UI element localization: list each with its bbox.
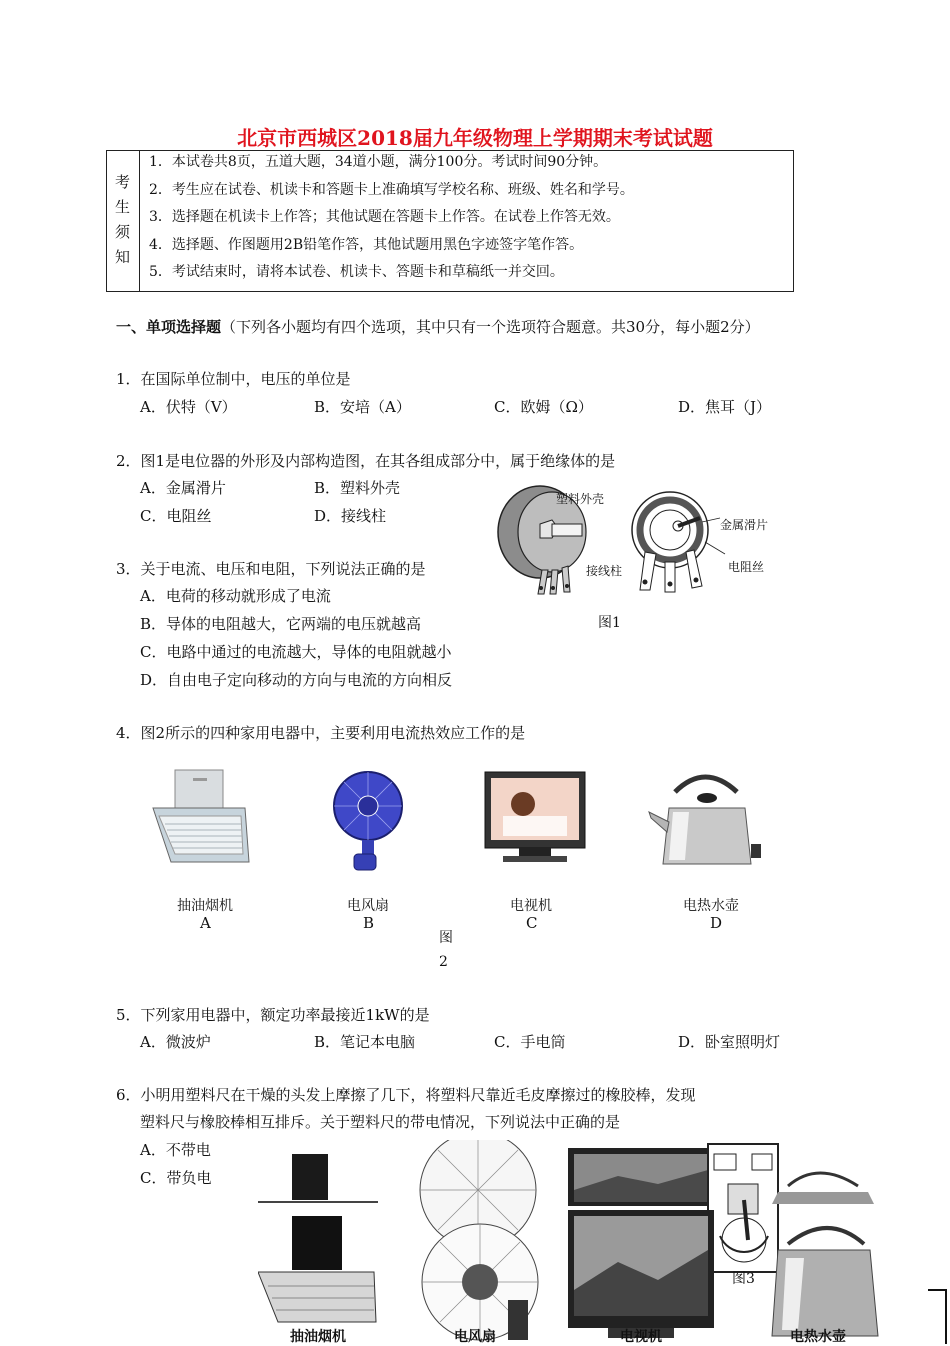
q5-option-c: C．手电筒: [494, 1033, 566, 1051]
fig1-label-terminal: 接线柱: [586, 564, 623, 578]
fig1-label-slider: 金属滑片: [720, 518, 769, 532]
bottom-label-tv: 电视机: [620, 1329, 662, 1345]
q2-option-a: A．金属滑片: [140, 479, 226, 497]
q3-option-c: C．电路中通过的电流越大，导体的电阻就越小: [140, 643, 452, 661]
q4-item-letter-a: A: [200, 914, 211, 932]
figure-1-potentiometer: [490, 482, 780, 602]
notice-line: 4．选择题、作图题用2B铅笔作答，其他试题用黑色字迹签字笔作答。: [149, 237, 584, 253]
bottom-label-kettle: 电热水壶: [790, 1329, 846, 1345]
notice-box: [106, 150, 794, 292]
television-image: [483, 770, 587, 866]
q6-option-a: A．不带电: [140, 1141, 211, 1159]
fig3-caption: 图3: [732, 1271, 755, 1287]
fig2-caption-bottom: 2: [439, 954, 448, 970]
question-1-stem: 1．在国际单位制中，电压的单位是: [116, 370, 351, 388]
bottom-label-range-hood: 抽油烟机: [290, 1329, 346, 1345]
q4-item-letter-b: B: [363, 914, 375, 932]
notice-line: 2．考生应在试卷、机读卡和答题卡上准确填写学校名称、班级、姓名和学号。: [149, 182, 634, 198]
question-4-stem: 4．图2所示的四种家用电器中，主要利用电流热效应工作的是: [116, 724, 526, 742]
q4-item-name-d: 电热水壶: [683, 898, 739, 914]
q1-option-c: C．欧姆（Ω）: [494, 398, 593, 416]
notice-side-char: 考: [115, 173, 131, 191]
question-2-stem: 2．图1是电位器的外形及内部构造图，在其各组成部分中，属于绝缘体的是: [116, 452, 616, 470]
q4-item-name-b: 电风扇: [347, 898, 389, 914]
q4-item-name-a: 抽油烟机: [177, 898, 233, 914]
question-6-stem-line1: 6．小明用塑料尺在干燥的头发上摩擦了几下，将塑料尺靠近毛皮摩擦过的橡胶棒，发现: [116, 1086, 696, 1104]
page-title: 北京市西城区2018届九年级物理上学期期末考试试题: [237, 126, 713, 150]
q4-item-letter-c: C: [526, 914, 538, 932]
fig1-label-wire: 电阻丝: [728, 560, 765, 574]
electric-fan-image: [328, 768, 408, 874]
q2-option-d: D．接线柱: [314, 507, 387, 525]
notice-side-char: 须: [115, 223, 131, 241]
q4-item-name-c: 电视机: [510, 898, 552, 914]
q2-option-c: C．电阻丝: [140, 507, 212, 525]
notice-line: 5．考试结束时，请将本试卷、机读卡、答题卡和草稿纸一并交回。: [149, 264, 564, 280]
notice-line: 3．选择题在机读卡上作答；其他试题在答题卡上作答。在试卷上作答无效。: [149, 209, 620, 225]
q6-option-c: C．带负电: [140, 1169, 212, 1187]
q3-option-a: A．电荷的移动就形成了电流: [140, 587, 331, 605]
q1-option-b: B．安培（A）: [314, 398, 411, 416]
q1-option-d: D．焦耳（J）: [678, 398, 772, 416]
section-note: （下列各小题均有四个选项，其中只有一个选项符合题意。共30分，每小题2分）: [221, 318, 760, 336]
notice-side-char: 生: [115, 198, 131, 216]
section-heading: [116, 316, 760, 337]
bottom-appliance-strip: [258, 1140, 950, 1344]
range-hood-image: [145, 768, 255, 874]
q1-option-a: A．伏特（V）: [140, 398, 237, 416]
notice-line: 1．本试卷共8页，五道大题，34道小题，满分100分。考试时间90分钟。: [149, 154, 608, 170]
fig1-label-casing: 塑料外壳: [556, 492, 605, 506]
question-3-stem: 3．关于电流、电压和电阻，下列说法正确的是: [116, 560, 426, 578]
q5-option-a: A．微波炉: [140, 1033, 211, 1051]
fig1-caption: 图1: [598, 615, 621, 631]
notice-side-char: 知: [115, 248, 131, 266]
notice-side-label: [107, 151, 140, 291]
q4-item-letter-d: D: [710, 914, 723, 932]
q3-option-d: D．自由电子定向移动的方向与电流的方向相反: [140, 671, 453, 689]
fig2-caption-top: 图: [439, 930, 453, 946]
section-title: 一、单项选择题: [116, 318, 222, 336]
electric-kettle-image: [645, 768, 767, 872]
question-5-stem: 5．下列家用电器中，额定功率最接近1kW的是: [116, 1006, 430, 1024]
question-6-stem-line2: 塑料尺与橡胶棒相互排斥。关于塑料尺的带电情况，下列说法中正确的是: [140, 1113, 621, 1131]
q3-option-b: B．导体的电阻越大，它两端的电压就越高: [140, 615, 422, 633]
q5-option-d: D．卧室照明灯: [678, 1033, 781, 1051]
q5-option-b: B．笔记本电脑: [314, 1033, 416, 1051]
bottom-label-fan: 电风扇: [454, 1329, 496, 1345]
q2-option-b: B．塑料外壳: [314, 479, 401, 497]
